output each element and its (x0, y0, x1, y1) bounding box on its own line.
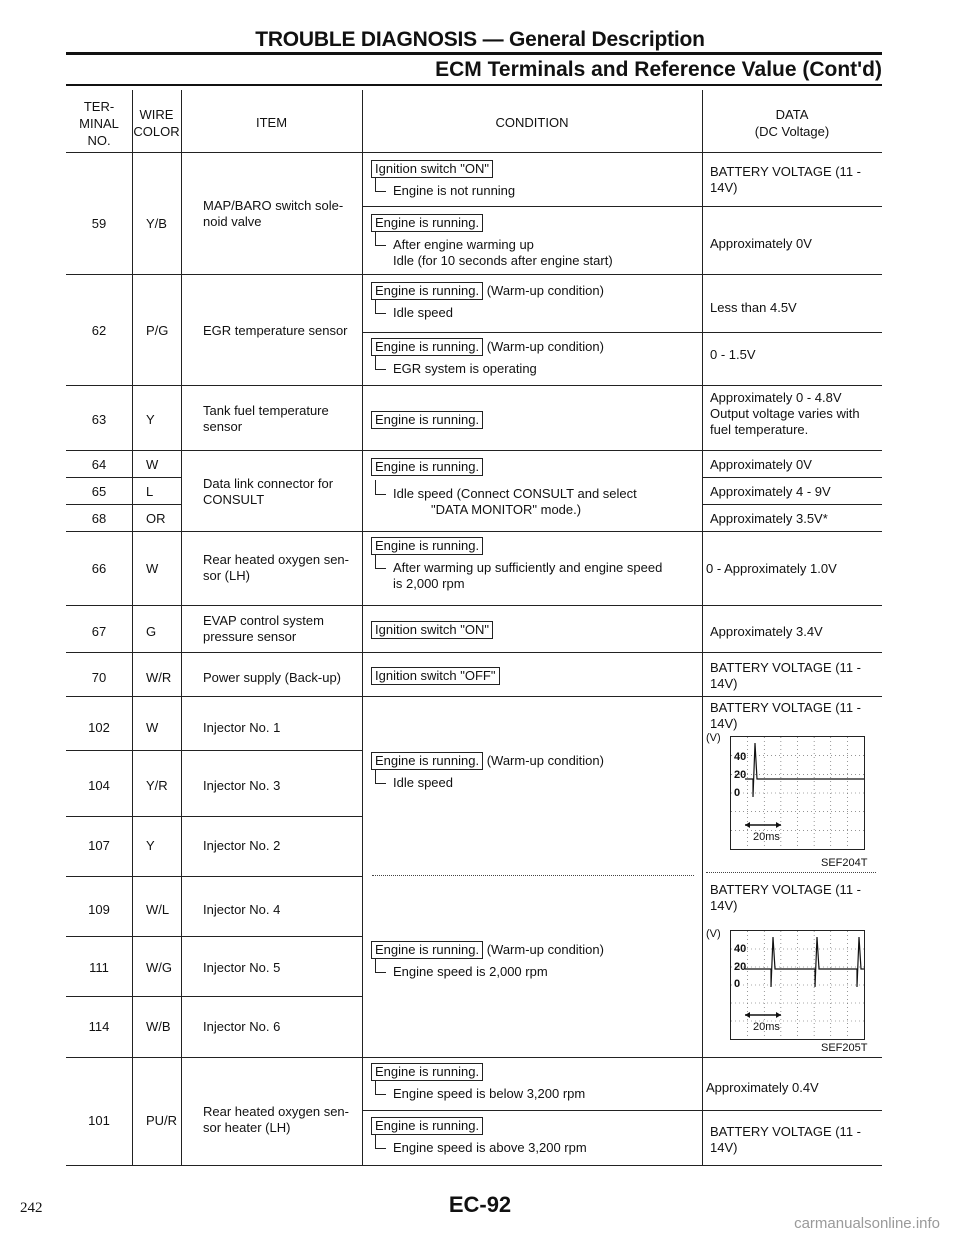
header-item: ITEM (255, 115, 288, 130)
condition-101-a: Engine is running. Engine speed is below 3,200 rpm (371, 1063, 585, 1102)
scope-trace (745, 937, 864, 987)
wire-62: P/G (146, 323, 169, 338)
wire-107: Y (146, 838, 155, 853)
terminal-66: 66 (91, 561, 107, 576)
scope1-unit: (V) (706, 732, 721, 744)
wire-109: W/L (146, 902, 170, 917)
col-sep-item (362, 90, 363, 1165)
condition-injector-2000: Engine is running. (Warm-up condition) Engine speed is 2,000 rpm (371, 941, 604, 980)
wire-65: L (146, 484, 154, 499)
wire-104: Y/R (146, 778, 168, 793)
scope2-y0: 0 (734, 978, 741, 990)
condition-64-68: Engine is running. Idle speed (Connect CONSULT and select "DATA MONITOR" mode.) (371, 458, 637, 518)
condition-59-a: Ignition switch "ON" Engine is not running (371, 160, 515, 199)
data-101-b: BATTERY VOLTAGE (11 - 14V) (710, 1124, 861, 1155)
terminal-67: 67 (91, 624, 107, 639)
header-terminal: TER- MINAL NO. (79, 99, 119, 148)
condition-67: Ignition switch "ON" (371, 621, 493, 639)
terminal-63: 63 (91, 412, 107, 427)
wire-68: OR (146, 511, 166, 526)
terminal-65: 65 (91, 484, 107, 499)
header-data: DATA (DC Voltage) (754, 107, 830, 139)
condition-70: Ignition switch "OFF" (371, 667, 500, 685)
item-59: MAP/BARO switch sole-noid valve (203, 198, 344, 229)
scope2-y40: 40 (734, 943, 747, 955)
data-70: BATTERY VOLTAGE (11 - 14V) (710, 660, 861, 691)
item-66: Rear heated oxygen sen-sor (LH) (203, 552, 349, 583)
terminal-111: 111 (89, 960, 109, 975)
terminal-102: 102 (88, 720, 110, 735)
wire-102: W (146, 720, 159, 735)
item-102: Injector No. 1 (203, 720, 281, 735)
data-66: 0 - Approximately 1.0V (706, 561, 837, 576)
scope1-code: SEF204T (821, 857, 868, 869)
terminal-59: 59 (91, 216, 107, 231)
scope2-y20: 20 (734, 961, 747, 973)
terminal-62: 62 (91, 323, 107, 338)
col-sep-terminal (132, 90, 133, 1165)
scope1-time: 20ms (753, 831, 780, 843)
scope1-y0: 0 (734, 787, 741, 799)
wire-67: G (146, 624, 157, 639)
terminal-101: 101 (88, 1113, 110, 1128)
item-104: Injector No. 3 (203, 778, 281, 793)
oscilloscope-idle (730, 736, 865, 850)
subtitle-rule (66, 84, 882, 86)
data-59-b: Approximately 0V (710, 236, 812, 251)
ecm-terminal-table (66, 90, 882, 1165)
data-101-a: Approximately 0.4V (706, 1080, 819, 1095)
data-injector-2000: BATTERY VOLTAGE (11 - 14V) (710, 882, 861, 913)
wire-59: Y/B (146, 216, 167, 231)
wire-63: Y (146, 412, 155, 427)
condition-injector-idle: Engine is running. (Warm-up condition) Idle speed (371, 752, 604, 791)
data-65: Approximately 4 - 9V (710, 484, 831, 499)
watermark: carmanualsonline.info (794, 1215, 940, 1232)
wire-66: W (146, 561, 159, 576)
scope2-unit: (V) (706, 928, 721, 940)
item-109: Injector No. 4 (203, 902, 281, 917)
item-114: Injector No. 6 (203, 1019, 281, 1034)
data-59-a: BATTERY VOLTAGE (11 - 14V) (710, 164, 861, 195)
wire-114: W/B (146, 1019, 171, 1034)
wire-70: W/R (146, 670, 172, 685)
item-111: Injector No. 5 (203, 960, 281, 975)
item-62: EGR temperature sensor (203, 323, 348, 338)
scope1-y20: 20 (734, 769, 747, 781)
wire-64: W (146, 457, 159, 472)
data-68: Approximately 3.5V* (710, 511, 828, 526)
wire-111: W/G (146, 960, 172, 975)
condition-62-b: Engine is running. (Warm-up condition) EGR system is operating (371, 338, 604, 377)
data-62-a: Less than 4.5V (710, 300, 797, 315)
item-64-68: Data link connector for CONSULT (203, 476, 334, 507)
data-injector-idle: BATTERY VOLTAGE (11 - 14V) (710, 700, 861, 731)
scope-trace (745, 743, 864, 797)
page-number: 242 (20, 1200, 43, 1216)
condition-63: Engine is running. (371, 411, 483, 429)
scope-waveform-2000rpm (731, 931, 864, 1039)
terminal-104: 104 (88, 778, 110, 793)
terminal-107: 107 (88, 838, 110, 853)
condition-66: Engine is running. After warming up sufficiently and engine speed is 2,000 rpm (371, 537, 662, 592)
terminal-114: 114 (88, 1019, 110, 1034)
data-64: Approximately 0V (710, 457, 812, 472)
data-63: Approximately 0 - 4.8V Output voltage varies with fuel temperature. (710, 390, 860, 437)
wire-101: PU/R (146, 1113, 178, 1128)
page-subtitle: ECM Terminals and Reference Value (Cont'd) (435, 58, 882, 81)
terminal-64: 64 (91, 457, 107, 472)
header-wire: WIRE COLOR (133, 107, 180, 139)
header-condition: CONDITION (495, 115, 569, 130)
data-67: Approximately 3.4V (710, 624, 823, 639)
item-107: Injector No. 2 (203, 838, 281, 853)
condition-59-b: Engine is running. After engine warming up Idle (for 10 seconds after engine start) (371, 214, 613, 269)
item-67: EVAP control system pressure sensor (203, 613, 324, 644)
terminal-109: 109 (88, 902, 110, 917)
oscilloscope-2000rpm (730, 930, 865, 1040)
col-sep-wire (181, 90, 182, 1165)
data-62-b: 0 - 1.5V (710, 347, 756, 362)
item-63: Tank fuel temperature sensor (203, 403, 329, 434)
scope1-y40: 40 (734, 751, 747, 763)
condition-62-a: Engine is running. (Warm-up condition) Idle speed (371, 282, 604, 321)
item-70: Power supply (Back-up) (203, 670, 341, 685)
condition-101-b: Engine is running. Engine speed is above 3,200 rpm (371, 1117, 587, 1156)
terminal-70: 70 (91, 670, 107, 685)
scope-waveform-idle (731, 737, 864, 849)
col-sep-condition (702, 90, 703, 1165)
section-page-code: EC-92 (448, 1192, 512, 1217)
page-title: TROUBLE DIAGNOSIS — General Description (255, 28, 705, 51)
terminal-68: 68 (91, 511, 107, 526)
scope2-time: 20ms (753, 1021, 780, 1033)
title-rule (66, 52, 882, 55)
item-101: Rear heated oxygen sen-sor heater (LH) (203, 1104, 349, 1135)
scope2-code: SEF205T (821, 1042, 868, 1054)
